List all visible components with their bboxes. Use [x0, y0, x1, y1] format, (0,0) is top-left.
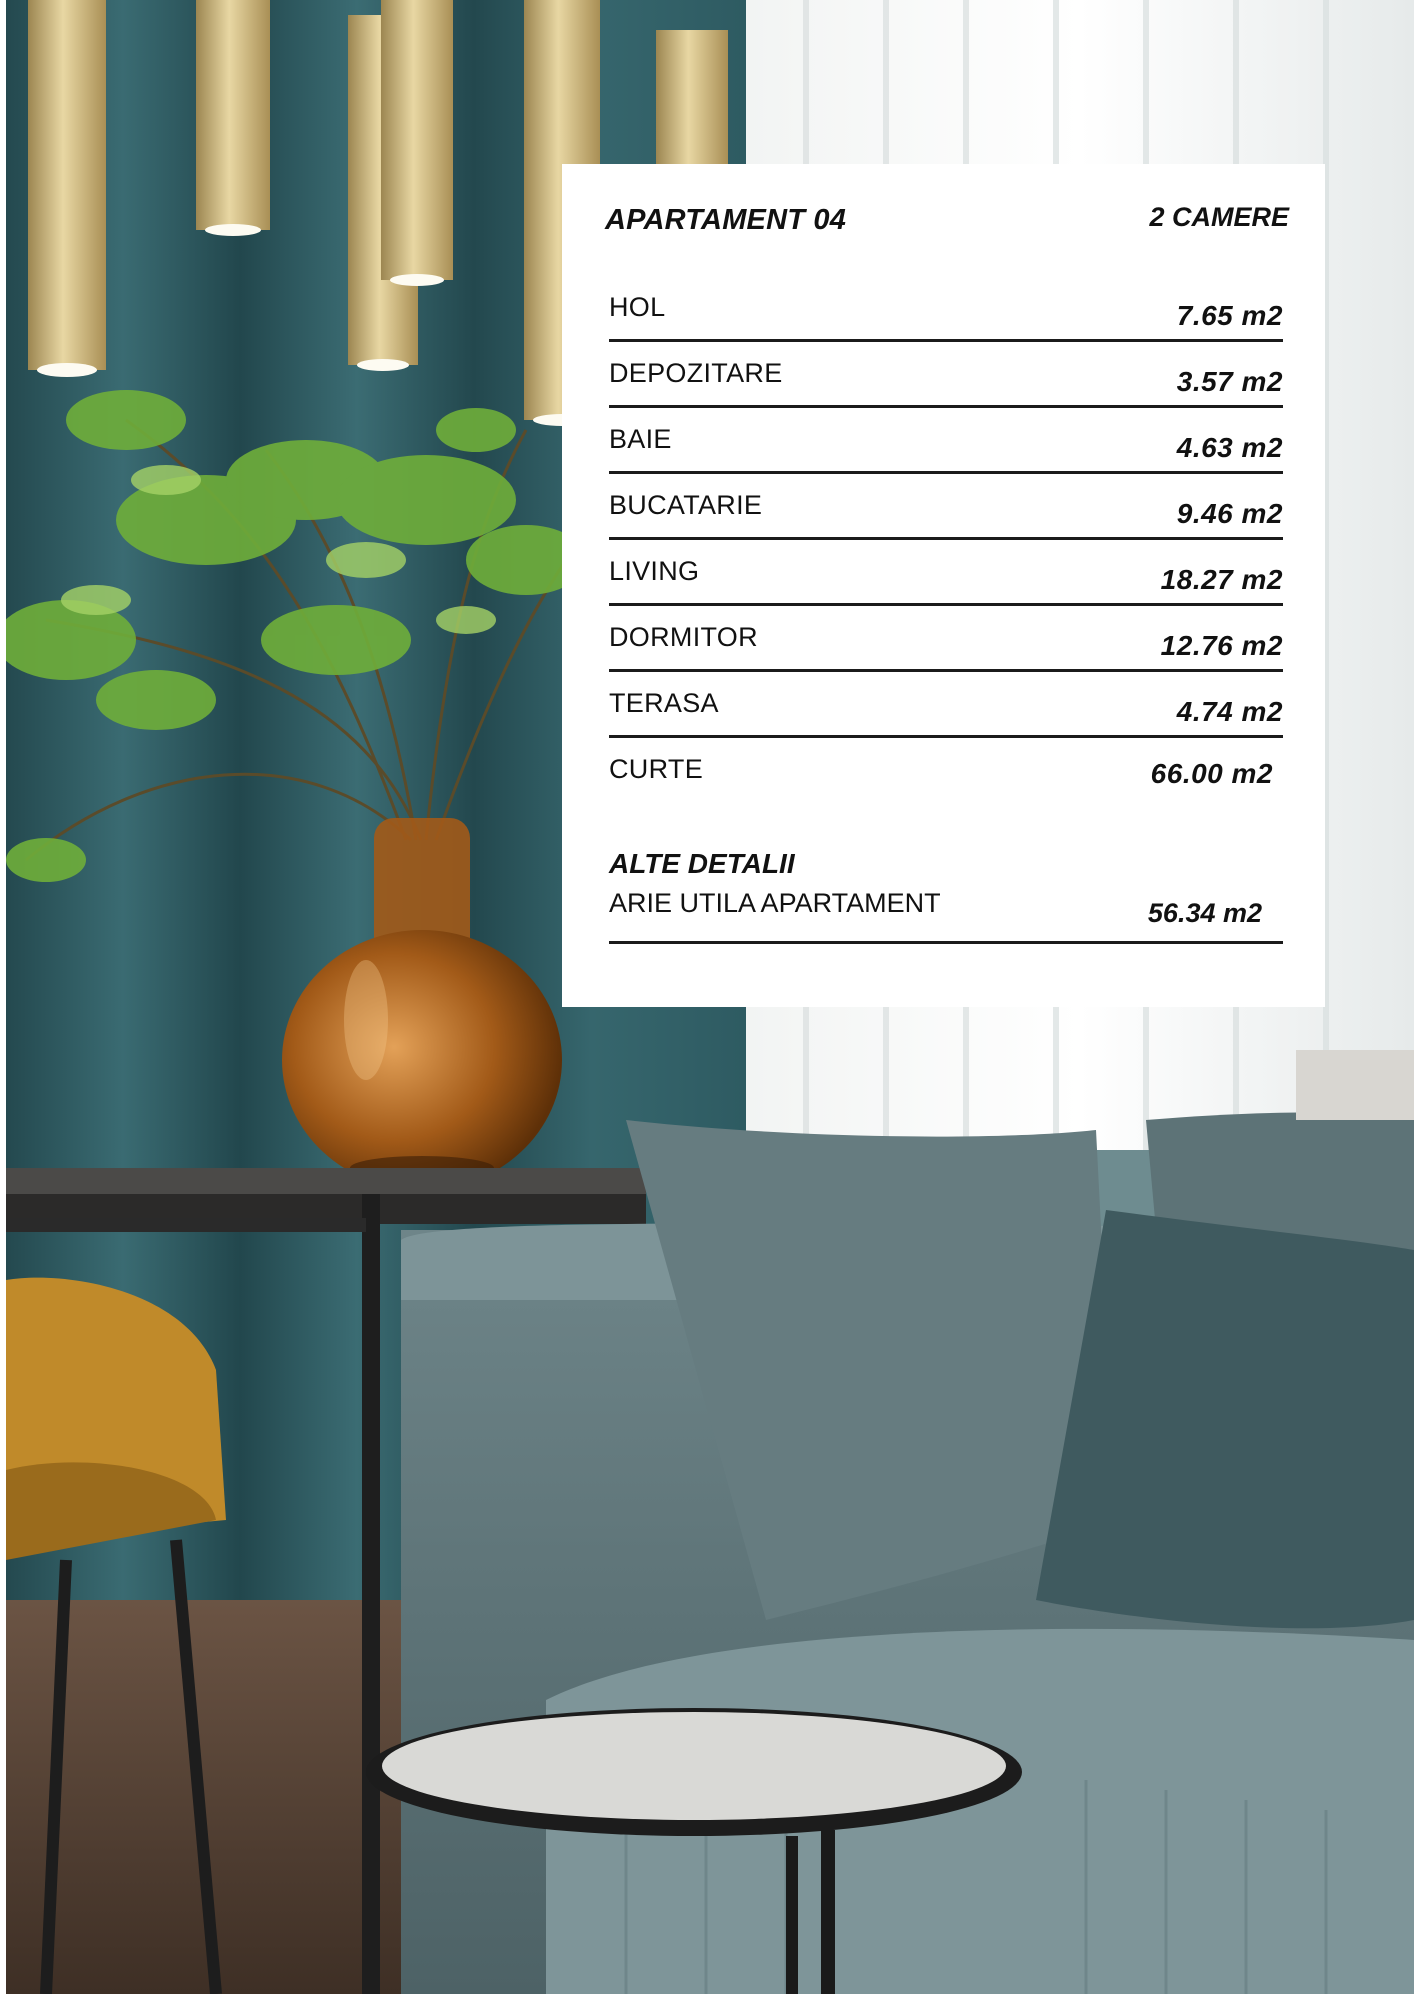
- room-area: 3.57 m2: [1176, 366, 1283, 397]
- brochure-page: [6, 0, 1414, 1994]
- room-row: [609, 342, 1283, 408]
- room-name: DORMITOR: [609, 622, 758, 652]
- room-area: 4.63 m2: [1176, 432, 1283, 463]
- other-details: [609, 848, 1283, 944]
- room-area: 4.74 m2: [1176, 696, 1283, 727]
- room-area: 7.65 m2: [1176, 300, 1283, 331]
- room-name: LIVING: [609, 556, 700, 586]
- room-row: [609, 408, 1283, 474]
- room-row: [609, 276, 1283, 342]
- details-title: ALTE DETALII: [609, 848, 795, 879]
- room-area: 18.27 m2: [1160, 564, 1283, 595]
- room-row: [609, 672, 1283, 738]
- room-row: [609, 474, 1283, 540]
- room-row: [609, 738, 1283, 804]
- room-area-list: [609, 276, 1283, 804]
- room-row: [609, 540, 1283, 606]
- usable-area-value: 56.34 m2: [1147, 898, 1262, 928]
- room-area: 66.00 m2: [1150, 758, 1273, 789]
- room-name: DEPOZITARE: [609, 358, 783, 388]
- room-name: BUCATARIE: [609, 490, 763, 520]
- room-area: 12.76 m2: [1160, 630, 1283, 661]
- room-name: BAIE: [609, 424, 672, 454]
- apartment-info-card: [562, 164, 1325, 1007]
- usable-area-label: ARIE UTILA APARTAMENT: [609, 888, 941, 918]
- room-name: HOL: [609, 292, 666, 322]
- room-row: [609, 606, 1283, 672]
- cushions: [626, 1050, 1414, 1628]
- room-name: TERASA: [609, 688, 719, 718]
- room-name: CURTE: [609, 754, 704, 784]
- apartment-title: APARTAMENT 04: [605, 204, 847, 236]
- rooms-count: 2 CAMERE: [1149, 202, 1289, 232]
- room-area: 9.46 m2: [1176, 498, 1283, 529]
